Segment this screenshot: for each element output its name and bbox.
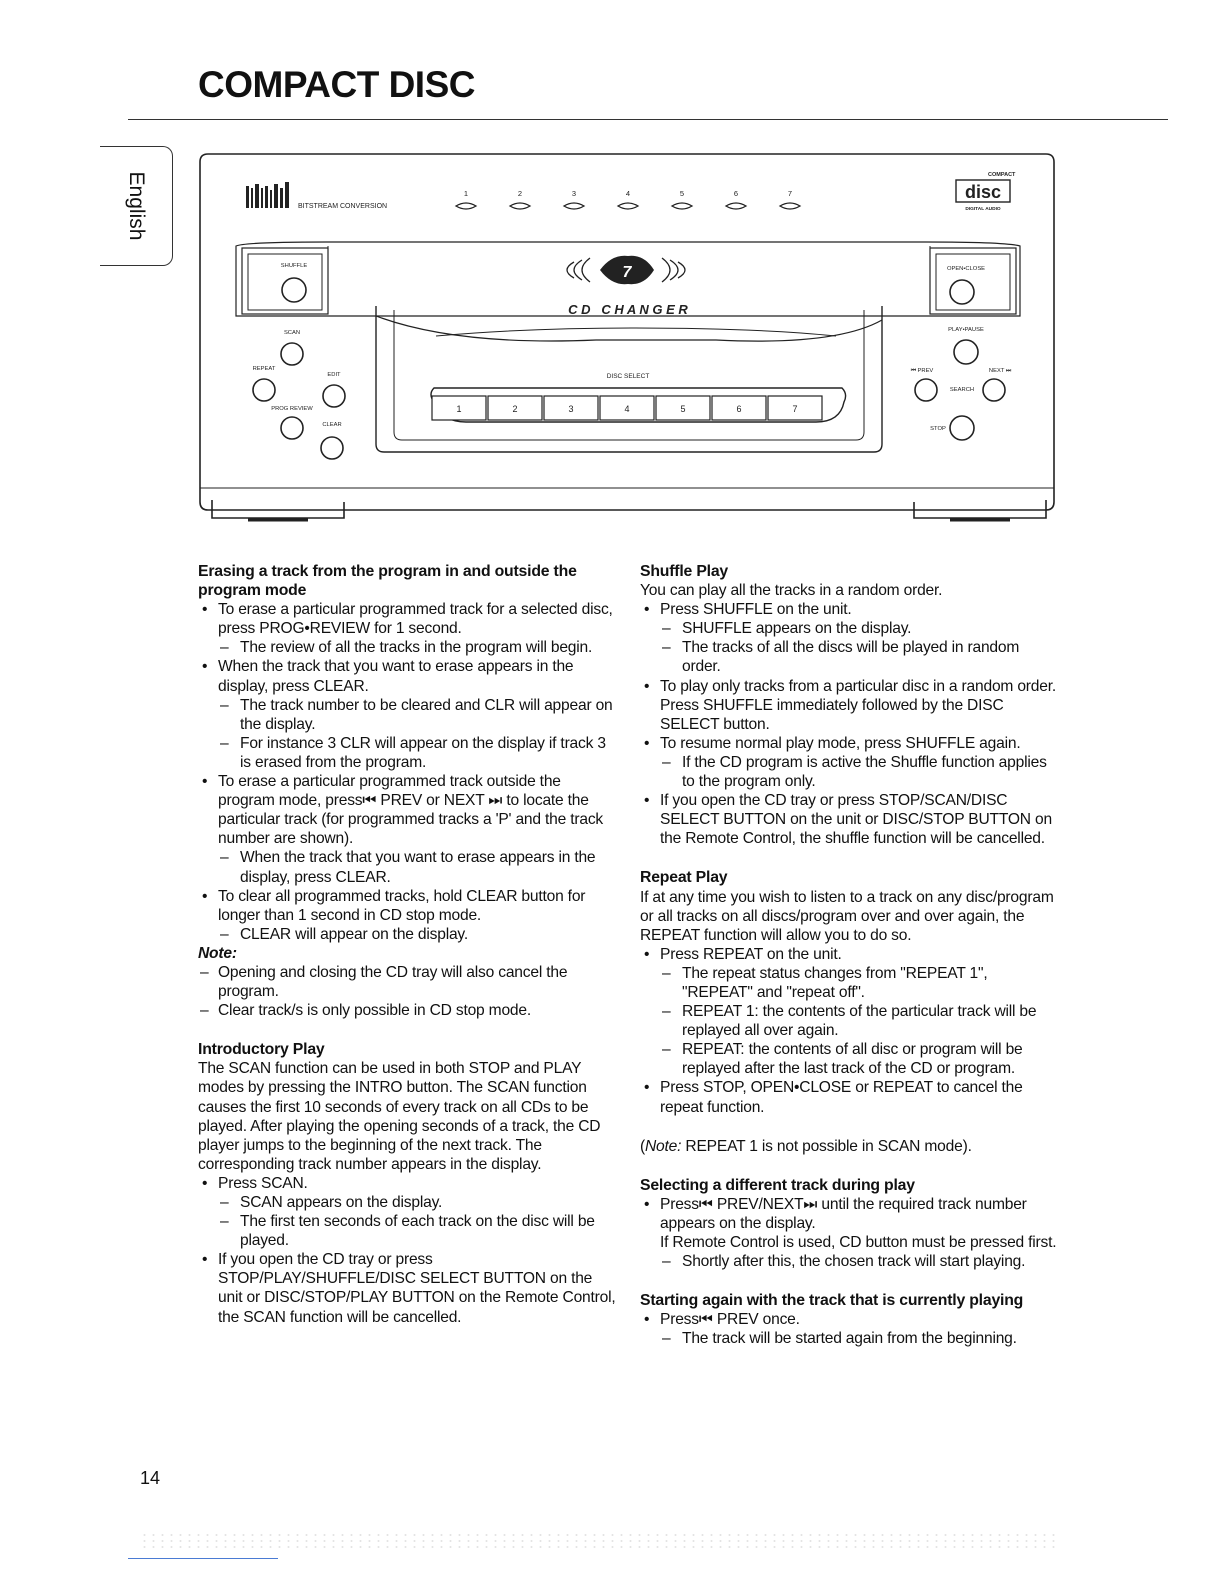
next-button (983, 379, 1005, 401)
intro-play-list (198, 1174, 616, 1327)
shuffle-intro: You can play all the tracks in a random order. (640, 582, 943, 600)
scan-button (281, 343, 303, 365)
scan-artifact (140, 1532, 1060, 1550)
shuffle-heading: Shuffle Play (640, 563, 729, 580)
list-item-text: To erase a particular programmed track outside the program mode, press⏮ PREV or NEXT ⏭ to locate the particular track (for programmed tracks a 'P' and the track number are shown). (218, 773, 604, 848)
list-item (198, 887, 616, 944)
list-item-text: Press REPEAT on the unit. (660, 945, 842, 963)
stop-button (950, 416, 974, 440)
sub-item: – If the CD program is active the Shuffle function applies to the program only. (660, 753, 1058, 791)
list-item: • To play only tracks from a particular disc in a random order. Press SHUFFLE immediately followed by the DISC SELECT button. (640, 677, 1058, 734)
list-item: • If you open the CD tray or press STOP/PLAY/SHUFFLE/DISC SELECT BUTTON on the unit or DISC/STOP/PLAY BUTTON on the Remote Control, the SCAN function will be cancelled. (198, 1250, 616, 1326)
bitstream-label: BITSTREAM CONVERSION (298, 203, 388, 210)
note-label: Note: (198, 944, 237, 962)
list-item (198, 772, 616, 887)
list-item (198, 657, 616, 772)
disc-indicator-number: 5 (679, 189, 685, 198)
sub-item: – CLEAR will appear on the display. (218, 925, 616, 944)
edit-label: EDIT (327, 372, 341, 378)
sub-item: – For instance 3 CLR will appear on the display if track 3 is erased from the program. (218, 734, 616, 772)
disc-select-number: 1 (456, 404, 462, 414)
list-item: • Press STOP, OPEN•CLOSE or REPEAT to cancel the repeat function. (640, 1078, 1058, 1116)
cd-changer-label: C D C H A N G E R (568, 302, 688, 317)
list-item-text: To resume normal play mode, press SHUFFLE again. (660, 734, 1021, 752)
prog-review-button (281, 417, 303, 439)
language-tab-label: English (125, 171, 148, 241)
list-item (640, 600, 1058, 676)
right-column (640, 562, 1058, 1348)
sub-item: – When the track that you want to erase appears in the display, press CLEAR. (218, 848, 616, 886)
svg-text:DIGITAL AUDIO: DIGITAL AUDIO (965, 207, 1001, 212)
sub-item: – The track number to be cleared and CLR will appear on the display. (218, 696, 616, 734)
left-foot (212, 500, 344, 518)
selecting-heading: Selecting a different track during play (640, 1176, 915, 1194)
sub-item: – REPEAT 1: the contents of the particular track will be replayed all over again. (660, 1002, 1058, 1040)
search-label: SEARCH (949, 387, 975, 393)
stop-label: STOP (930, 426, 946, 432)
selecting-list (640, 1195, 1058, 1271)
repeat-intro: If at any time you wish to listen to a track on any disc/program or all tracks on all discs/program over and over again, the REPEAT function will allow you to do so. (640, 888, 1054, 944)
disc-indicator-number: 7 (787, 189, 793, 198)
list-item-text: When the track that you want to erase appears in the display, press CLEAR. (218, 658, 574, 695)
note-item: – Opening and closing the CD tray will also cancel the program. (198, 963, 616, 1001)
repeat-heading: Repeat Play (640, 869, 728, 887)
disc-select-number: 5 (680, 404, 686, 414)
edit-button (323, 385, 345, 407)
page-number: 14 (140, 1468, 161, 1488)
play-pause-label: PLAY•PAUSE (948, 327, 984, 333)
note-list (198, 963, 616, 1020)
list-item-text: Press⏮ PREV once. (660, 1311, 800, 1329)
list-item (198, 600, 616, 657)
shuffle-list (640, 600, 1058, 848)
sub-item: – REPEAT: the contents of all disc or program will be replayed after the last track of the CD or program. (660, 1040, 1058, 1078)
scan-artifact-line (128, 1558, 278, 1559)
disc-indicator-number: 4 (625, 189, 631, 198)
disc-select-label: DISC SELECT (606, 373, 650, 380)
list-item-text: To erase a particular programmed track for a selected disc, press PROG•REVIEW for 1 second. (218, 601, 613, 638)
repeat-note: (Note: REPEAT 1 is not possible in SCAN mode). (640, 1137, 972, 1155)
disc-indicator-lamps (456, 203, 800, 209)
next-label: NEXT ⏭ (988, 368, 1012, 374)
page-title: COMPACT DISC (198, 64, 475, 105)
disc-select-number: 3 (568, 404, 574, 414)
disc-select-number: 2 (512, 404, 518, 414)
repeat-note-text: REPEAT 1 is not possible in SCAN mode). (681, 1137, 972, 1155)
svg-text:disc: disc (964, 182, 1002, 202)
list-item-text: Press SCAN. (218, 1174, 308, 1192)
list-item (640, 734, 1058, 791)
list-item (640, 1310, 1058, 1348)
note-item: – Clear track/s is only possible in CD stop mode. (198, 1001, 616, 1020)
list-item (640, 1195, 1058, 1271)
list-item-text: Press⏮ PREV/NEXT⏭ until the required track number appears on the display. (660, 1195, 1027, 1232)
sub-item: – The track will be started again from the beginning. (660, 1329, 1058, 1348)
left-column (198, 562, 616, 1327)
erasing-list (198, 600, 616, 944)
starting-heading: Starting again with the track that is currently playing (640, 1292, 1024, 1310)
sub-item: – The first ten seconds of each track on the disc will be played. (218, 1212, 616, 1250)
repeat-list (640, 945, 1058, 1117)
sub-item: – The repeat status changes from "REPEAT 1", "REPEAT" and "repeat off". (660, 964, 1058, 1002)
clear-button (321, 437, 343, 459)
repeat-note-label: Note: (645, 1137, 682, 1155)
sub-item: – Shortly after this, the chosen track will start playing. (660, 1252, 1058, 1271)
play-pause-button (954, 340, 978, 364)
disc-indicator-number: 6 (733, 189, 739, 198)
list-item-text: To clear all programmed tracks, hold CLEAR button for longer than 1 second in CD stop mode. (218, 887, 586, 924)
list-item-extra: If Remote Control is used, CD button must be pressed first. (660, 1234, 1057, 1251)
list-item: • If you open the CD tray or press STOP/SCAN/DISC SELECT BUTTON on the unit or DISC/STOP BUTTON on the Remote Control, the shuffle function will be cancelled. (640, 791, 1058, 848)
shuffle-label: SHUFFLE (280, 263, 308, 269)
list-item-text: Press SHUFFLE on the unit. (660, 601, 852, 619)
disc-select-number: 7 (792, 404, 798, 414)
sub-item: – The review of all the tracks in the program will begin. (218, 638, 616, 657)
cd-changer-front-panel-illustration (196, 150, 1058, 524)
shuffle-button (282, 278, 306, 302)
intro-play-heading: Introductory Play (198, 1041, 325, 1059)
right-foot (914, 500, 1046, 518)
erasing-heading: Erasing a track from the program in and outside the program mode (198, 563, 577, 600)
prev-button (915, 379, 937, 401)
changer-badge: 7 (622, 264, 632, 281)
bitstream-logo (246, 182, 289, 208)
repeat-label: REPEAT (252, 366, 276, 372)
scan-label: SCAN (283, 330, 301, 336)
compact-disc-logo (956, 172, 1016, 212)
open-close-label: OPEN•CLOSE (946, 266, 986, 272)
starting-list (640, 1310, 1058, 1348)
repeat-button (253, 379, 275, 401)
list-item (640, 945, 1058, 1079)
disc-indicator-number: 1 (463, 189, 469, 198)
prev-label: ⏮ PREV (910, 368, 934, 374)
disc-select-number: 4 (624, 404, 630, 414)
language-tab (100, 146, 173, 266)
disc-indicator-number: 3 (571, 189, 577, 198)
sub-item: – SCAN appears on the display. (218, 1193, 616, 1212)
clear-label: CLEAR (322, 422, 342, 428)
list-item (198, 1174, 616, 1250)
disc-indicator-number: 2 (517, 189, 523, 198)
intro-play-body: The SCAN function can be used in both STOP and PLAY modes by pressing the INTRO button. The SCAN function causes the first 10 seconds of every track on all CDs to be played. After playing the opening seconds of a track, the CD player jumps to the beginning of the next track. The corresponding track number appears in the display. (198, 1060, 601, 1173)
title-divider (128, 119, 1168, 120)
svg-text:COMPACT: COMPACT (988, 172, 1016, 178)
prog-review-label: PROG REVIEW (271, 406, 313, 412)
sub-item: – The tracks of all the discs will be played in random order. (660, 638, 1058, 676)
disc-select-number: 6 (736, 404, 742, 414)
sub-item: – SHUFFLE appears on the display. (660, 619, 1058, 638)
open-close-button (950, 280, 974, 304)
